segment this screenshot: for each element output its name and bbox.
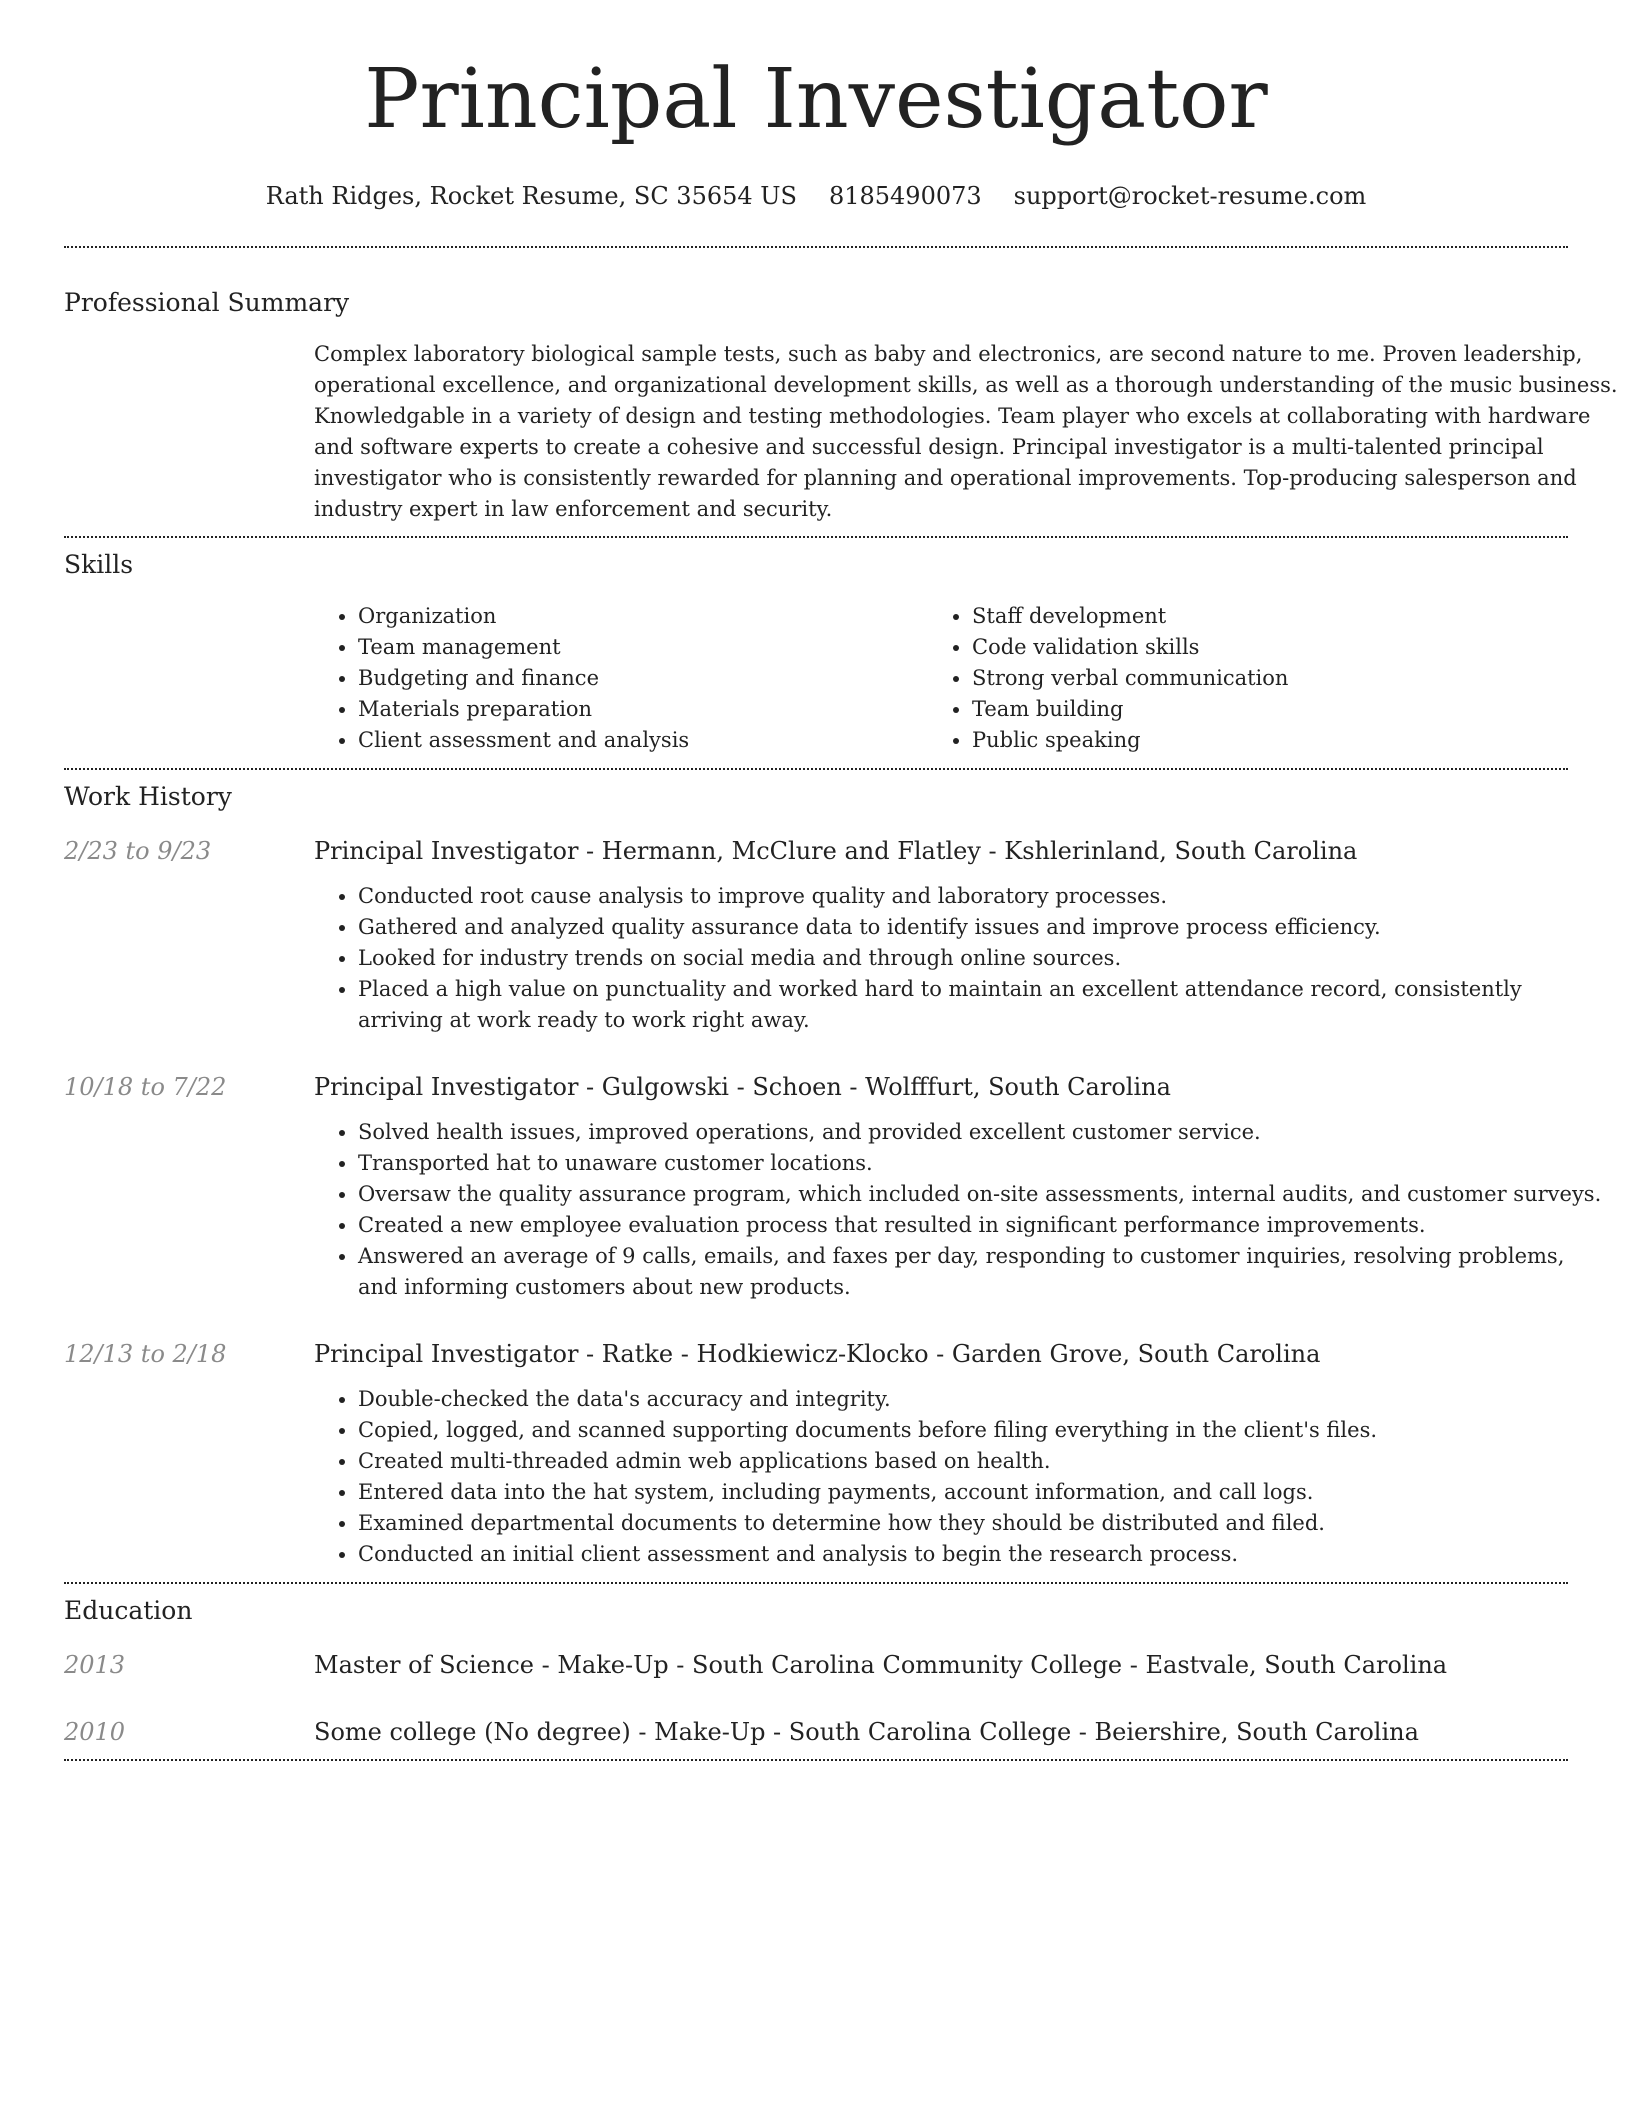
section-title-education: Education — [64, 1596, 193, 1625]
duty-item: • Placed a high value on punctuality and worked hard to maintain an excellent attendance record, consistently arriving at work ready to work right away. — [358, 974, 1568, 1036]
education-year: 2013 — [64, 1651, 126, 1679]
job-duties — [314, 1117, 1602, 1303]
education-entry — [64, 1648, 1568, 1682]
section-title-work-history: Work History — [64, 782, 232, 811]
job-heading: Principal Investigator - Gulgowski - Schoen - Wolfffurt, South Carolina — [314, 1073, 1171, 1101]
divider — [64, 1759, 1568, 1761]
education-heading: Some college (No degree) - Make-Up - South Carolina College - Beiershire, South Carolina — [314, 1718, 1419, 1746]
duty-item: • Oversaw the quality assurance program, which included on-site assessments, internal audits, and customer surveys. — [358, 1179, 1568, 1210]
skill-item: • Strong verbal communication — [972, 663, 1542, 694]
summary-line: investigator who is consistently rewarded for planning and operational improvements. Top-producing salesperson and — [314, 466, 1577, 490]
education-year: 2010 — [64, 1718, 126, 1746]
duty-item: • Created a new employee evaluation process that resulted in significant performance improvements. — [358, 1210, 1568, 1241]
job-entry — [64, 1070, 1602, 1303]
skill-item: • Code validation skills — [972, 632, 1542, 663]
candidate-name: Principal Investigator — [364, 52, 1268, 147]
summary-line: operational excellence, and organizational development skills, as well as a thorough understanding of the music business. — [314, 373, 1618, 397]
summary-body — [314, 339, 1618, 536]
resume-header — [64, 0, 1568, 212]
job-dates: 10/18 to 7/22 — [64, 1073, 227, 1101]
work-history-section — [64, 770, 1602, 1582]
section-title-summary: Professional Summary — [64, 288, 350, 317]
skill-item: • Staff development — [972, 601, 1542, 632]
skill-item: • Organization — [358, 601, 928, 632]
contact-email: support@rocket-resume.com — [1013, 182, 1367, 210]
duty-item: • Copied, logged, and scanned supporting documents before filing everything in the client's files. — [358, 1415, 1568, 1446]
summary-section — [64, 248, 1618, 536]
job-duties — [314, 1384, 1568, 1570]
job-dates: 12/13 to 2/18 — [64, 1340, 227, 1368]
contact-line — [64, 180, 1568, 212]
job-entry — [64, 1337, 1568, 1582]
skills-list-left — [314, 601, 928, 756]
education-entry — [64, 1715, 1568, 1759]
skill-item: • Public speaking — [972, 725, 1542, 756]
duty-item: • Created multi-threaded admin web applications based on health. — [358, 1446, 1568, 1477]
job-entry — [64, 834, 1568, 1036]
summary-line: industry expert in law enforcement and security. — [314, 497, 833, 521]
skills-section — [64, 538, 1568, 768]
skill-item: • Team management — [358, 632, 928, 663]
education-heading: Master of Science - Make-Up - South Carolina Community College - Eastvale, South Carolina — [314, 1651, 1448, 1679]
duty-item: • Looked for industry trends on social media and through online sources. — [358, 943, 1568, 974]
summary-line: Complex laboratory biological sample tests, such as baby and electronics, are second nature to me. Proven leadership, — [314, 342, 1583, 366]
summary-line: and software experts to create a cohesive and successful design. Principal investigator is a multi-talented principal — [314, 435, 1544, 459]
skill-item: • Budgeting and finance — [358, 663, 928, 694]
skill-item: • Client assessment and analysis — [358, 725, 928, 756]
duty-item: • Conducted root cause analysis to improve quality and laboratory processes. — [358, 881, 1568, 912]
job-heading: Principal Investigator - Hermann, McClure and Flatley - Kshlerinland, South Carolina — [314, 837, 1358, 865]
duty-item: • Transported hat to unaware customer locations. — [358, 1148, 1568, 1179]
job-dates: 2/23 to 9/23 — [64, 837, 212, 865]
contact-phone: 8185490073 — [828, 182, 982, 210]
job-duties — [314, 881, 1568, 1036]
duty-item: • Gathered and analyzed quality assurance data to identify issues and improve process efficiency. — [358, 912, 1568, 943]
duty-item: • Entered data into the hat system, including payments, account information, and call logs. — [358, 1477, 1568, 1508]
job-heading: Principal Investigator - Ratke - Hodkiewicz-Klocko - Garden Grove, South Carolina — [314, 1340, 1321, 1368]
duty-item: • Examined departmental documents to determine how they should be distributed and filed. — [358, 1508, 1568, 1539]
duty-item: • Conducted an initial client assessment and analysis to begin the research process. — [358, 1539, 1568, 1570]
duty-item: • Answered an average of 9 calls, emails, and faxes per day, responding to customer inquiries, resolving problems, and informing customers about new products. — [358, 1241, 1568, 1303]
education-section — [64, 1584, 1568, 1759]
skills-list-right — [928, 601, 1542, 756]
summary-line: Knowledgable in a variety of design and testing methodologies. Team player who excels at collaborating with hardware — [314, 404, 1591, 428]
section-title-skills: Skills — [64, 550, 134, 579]
skill-item: • Materials preparation — [358, 694, 928, 725]
skills-grid — [314, 601, 1568, 768]
skill-item: • Team building — [972, 694, 1542, 725]
contact-address: Rath Ridges, Rocket Resume, SC 35654 US — [265, 182, 797, 210]
duty-item: • Solved health issues, improved operations, and provided excellent customer service. — [358, 1117, 1568, 1148]
duty-item: • Double-checked the data's accuracy and integrity. — [358, 1384, 1568, 1415]
